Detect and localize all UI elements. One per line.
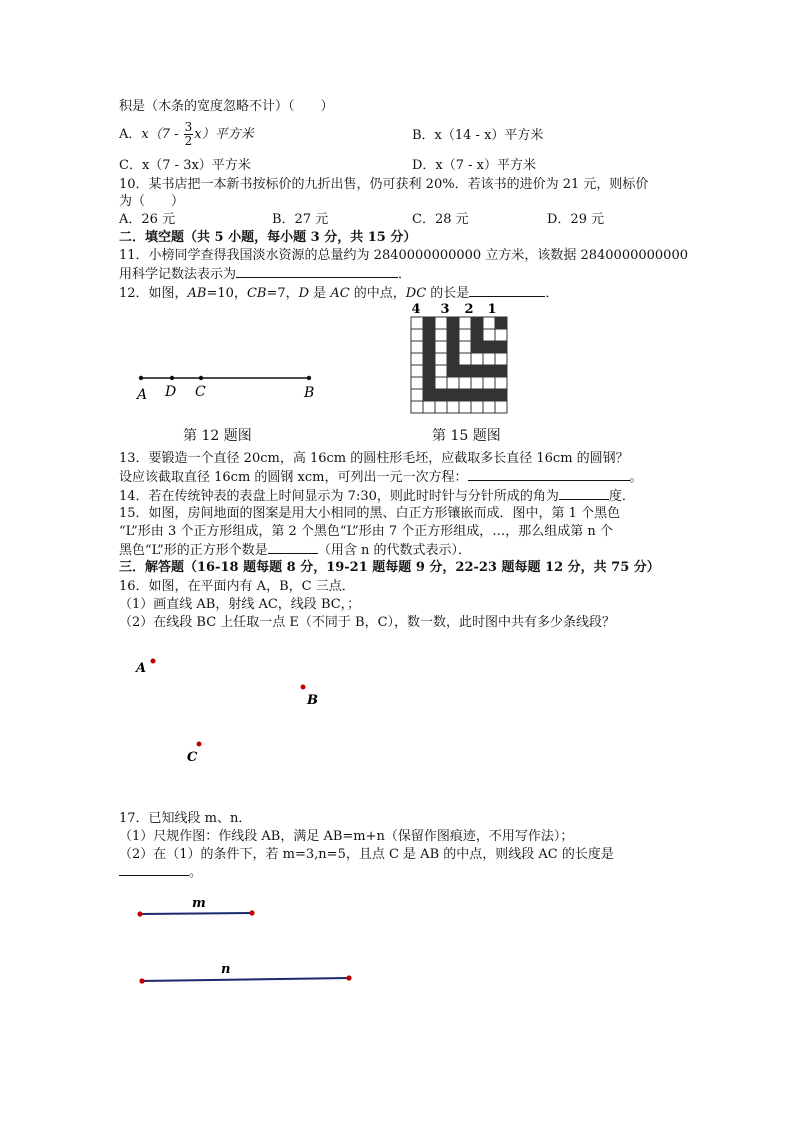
fig15-tile	[411, 401, 423, 413]
fig15-tile	[483, 377, 495, 389]
fig15-tile	[471, 377, 483, 389]
fig12-label-c: C	[195, 384, 206, 400]
fig15-tile	[411, 317, 423, 329]
q9-fraction-den: 2	[184, 134, 193, 148]
q12-var-ac: AC	[330, 286, 350, 301]
q9-stem-tail: 积是（木条的宽度忽略不计）（ ）	[119, 99, 334, 114]
fig15-tile	[471, 341, 483, 353]
q11-line2	[119, 265, 411, 283]
section2-heading: 二．填空题（共 5 小题，每小题 3 分，共 15 分）	[119, 230, 417, 245]
fig16-point-c	[197, 742, 202, 747]
fig12-label-d: D	[165, 384, 177, 400]
fig15-tile	[447, 365, 459, 377]
q15-line1: 15．如图，房间地面的图案是用大小相同的黑、白正方形镶嵌而成．图中，第 1 个黑色	[119, 506, 621, 521]
fig15-tile	[435, 353, 447, 365]
fig15-tile	[471, 329, 483, 341]
q12-pre: 12．如图，	[119, 286, 188, 301]
fig15-tile	[495, 401, 507, 413]
fig15-tile	[483, 329, 495, 341]
q14-end: 度．	[608, 489, 635, 504]
fig15-tile	[459, 389, 471, 401]
fig12-point-d	[170, 376, 174, 380]
fig12-caption: 第 12 题图	[183, 428, 252, 444]
fig15-tile	[423, 353, 435, 365]
q17-line2: （1）尺规作图：作线段 AB，满足 AB=m+n（保留作图痕迹，不用写作法）；	[119, 829, 574, 844]
figure-12	[128, 362, 328, 406]
q15-line3-pre: 黑色“L”形的正方形个数是	[119, 543, 268, 558]
fig12-label-b: B	[304, 385, 315, 401]
fig15-tile	[471, 389, 483, 401]
q15-answer-blank[interactable]	[268, 541, 318, 554]
q12-end: ．	[545, 286, 559, 301]
q12-post: 的长是	[426, 286, 470, 301]
fig15-tile	[495, 389, 507, 401]
fig15-tile	[483, 341, 495, 353]
q11-line2-text: 用科学记数法表示为	[119, 267, 237, 282]
fig15-tile	[483, 401, 495, 413]
q17-line4-end: 。	[189, 865, 203, 880]
fig15-tile	[459, 353, 471, 365]
q12-var-d: D	[298, 286, 310, 301]
fig16-label-b: B	[307, 693, 318, 708]
q12-eq1: =10，	[206, 286, 247, 301]
fig15-tile	[471, 365, 483, 377]
q17-line4	[119, 863, 202, 881]
fig15-tile	[411, 389, 423, 401]
fig15-tile	[435, 317, 447, 329]
fig16-point-a	[151, 659, 156, 664]
q12-mid1: 是	[309, 286, 331, 301]
fig15-tile	[459, 317, 471, 329]
fig15-tile	[423, 401, 435, 413]
q14-line	[119, 487, 635, 505]
fig17-n-endpoint-right	[346, 975, 351, 980]
fig15-tile	[423, 341, 435, 353]
fig15-tile	[423, 317, 435, 329]
fig16-label-c: C	[187, 750, 198, 765]
fig15-tile	[447, 353, 459, 365]
q9-fraction	[184, 121, 194, 148]
fig15-tiling-grid	[411, 317, 507, 413]
q9-option-b: B．x（14 - x）平方米	[412, 128, 544, 143]
q16-line2: （1）画直线 AB，射线 AC，线段 BC，；	[119, 597, 361, 612]
fig17-m-endpoint-left	[137, 911, 142, 916]
fig15-caption: 第 15 题图	[432, 428, 501, 444]
fig17-label-m: m	[192, 896, 206, 911]
fig15-tile	[495, 341, 507, 353]
fig15-tile	[471, 401, 483, 413]
fig12-point-b	[307, 376, 311, 380]
q11-line2-end: ．	[398, 267, 412, 282]
fig15-tile	[495, 317, 507, 329]
fig15-tile	[459, 329, 471, 341]
fig15-tile	[459, 365, 471, 377]
q14-text: 14．若在传统钟表的表盘上时间显示为 7:30，则此时时针与分针所成的角为	[119, 489, 559, 504]
fig15-tile	[447, 389, 459, 401]
fig15-tile	[411, 353, 423, 365]
fig15-tile	[483, 389, 495, 401]
q16-line3: （2）在线段 BC 上任取一点 E（不同于 B，C），数一数，此时图中共有多少条线段？	[119, 615, 616, 630]
fig15-tile	[447, 401, 459, 413]
fig16-label-a: A	[136, 661, 147, 676]
q17-answer-blank[interactable]	[119, 863, 189, 876]
section3-heading: 三．解答题（16-18 题每题 8 分，19-21 题每题 9 分，22-23 题每题 12 分，共 75 分）	[119, 560, 660, 575]
fig15-tile	[495, 353, 507, 365]
fig15-tile	[459, 377, 471, 389]
fig16-point-b	[301, 685, 306, 690]
q9-option-a-label: A．	[119, 127, 142, 142]
fig17-n-endpoint-left	[139, 978, 144, 983]
fig15-tile	[423, 377, 435, 389]
q13-answer-blank[interactable]	[468, 468, 630, 481]
fig15-tile	[471, 353, 483, 365]
fig12-point-c	[199, 376, 203, 380]
fig17-label-n: n	[221, 962, 231, 977]
fig17-m-endpoint-right	[249, 910, 254, 915]
fig15-tile	[435, 401, 447, 413]
q12-var-dc: DC	[405, 286, 427, 301]
q11-line1: 11．小榜同学查得我国淡水资源的总量约为 2840000000000 立方米，该数据 2840000000000	[119, 248, 688, 263]
q9-option-a-pre: x（7 -	[141, 127, 183, 142]
q10-line1: 10．某书店把一本新书按标价的九折出售，仍可获利 20%．若该书的进价为 21 元，则标价	[119, 177, 649, 192]
fig15-tile	[495, 377, 507, 389]
q9-fraction-num: 3	[184, 120, 193, 134]
fig15-tile	[447, 317, 459, 329]
fig15-col-label-2: 2	[464, 302, 474, 317]
fig15-tile	[495, 365, 507, 377]
fig15-tile	[495, 329, 507, 341]
q13-line2	[119, 468, 643, 486]
fig15-tile	[411, 365, 423, 377]
fig15-col-label-3: 3	[440, 302, 450, 317]
fig15-tile	[423, 389, 435, 401]
fig15-tile	[435, 377, 447, 389]
fig15-tile	[411, 329, 423, 341]
figure-15	[405, 300, 520, 418]
q10-option-a: A．26 元	[119, 212, 176, 227]
fig15-tile	[435, 389, 447, 401]
fig15-tile	[447, 377, 459, 389]
q10-option-b: B．27 元	[272, 212, 329, 227]
q12-var-ab: AB	[187, 286, 207, 301]
q9-option-a	[119, 120, 254, 150]
q10-option-c: C．28 元	[412, 212, 469, 227]
q16-line1: 16．如图，在平面内有 A，B，C 三点．	[119, 579, 355, 594]
q9-option-d: D．x（7 - x）平方米	[412, 158, 537, 173]
q12-mid2: 的中点，	[349, 286, 406, 301]
fig15-col-label-1: 1	[487, 302, 497, 317]
q17-line1: 17．已知线段 m、n．	[119, 811, 252, 826]
fig15-tile	[411, 377, 423, 389]
q15-line2: “L”形由 3 个正方形组成，第 2 个黑色“L”形由 7 个正方形组成，…，那么组成第 n 个	[119, 524, 613, 539]
fig15-tile	[411, 341, 423, 353]
fig15-tile	[483, 365, 495, 377]
fig15-tile	[435, 341, 447, 353]
q12-eq2: =7，	[266, 286, 299, 301]
fig17-segment-n	[142, 978, 349, 981]
fig15-tile	[435, 329, 447, 341]
q15-line3	[119, 541, 471, 559]
fig15-tile	[483, 353, 495, 365]
fig15-tile	[459, 341, 471, 353]
q12-answer-blank[interactable]	[469, 284, 545, 297]
fig15-tile	[435, 365, 447, 377]
q10-option-d: D．29 元	[547, 212, 605, 227]
q10-line2: 为（ ）	[119, 194, 185, 209]
fig12-point-a	[139, 376, 143, 380]
figure-17	[128, 890, 368, 990]
fig15-tile	[447, 329, 459, 341]
q12-var-cb: CB	[246, 286, 267, 301]
fig15-tile	[423, 329, 435, 341]
q14-answer-blank[interactable]	[559, 487, 609, 500]
fig15-tile	[483, 317, 495, 329]
q13-line2-end: 。	[629, 470, 643, 485]
q13-line2-text: 设应该截取直径 16cm 的圆钢 xcm，可列出一元一次方程：	[119, 470, 468, 485]
q9-option-c: C．x（7 - 3x）平方米	[119, 158, 251, 173]
fig15-tile	[459, 401, 471, 413]
fig12-label-a: A	[137, 387, 148, 403]
q11-answer-blank[interactable]	[236, 265, 398, 278]
fig15-col-label-4: 4	[411, 302, 421, 317]
fig15-tile	[423, 365, 435, 377]
figure-16	[128, 650, 328, 770]
q13-line1: 13．要锻造一个直径 20cm，高 16cm 的圆柱形毛坯，应截取多长直径 16cm 的圆钢？	[119, 451, 629, 466]
fig15-tile	[471, 317, 483, 329]
fig17-segment-m	[140, 913, 252, 914]
q9-option-a-post: x）平方米	[194, 127, 254, 142]
q17-line3: （2）在（1）的条件下，若 m=3,n=5，且点 C 是 AB 的中点，则线段 AC 的长度是	[119, 847, 614, 862]
fig15-tile	[447, 341, 459, 353]
q15-line3-post: （用含 n 的代数式表示）．	[317, 543, 471, 558]
